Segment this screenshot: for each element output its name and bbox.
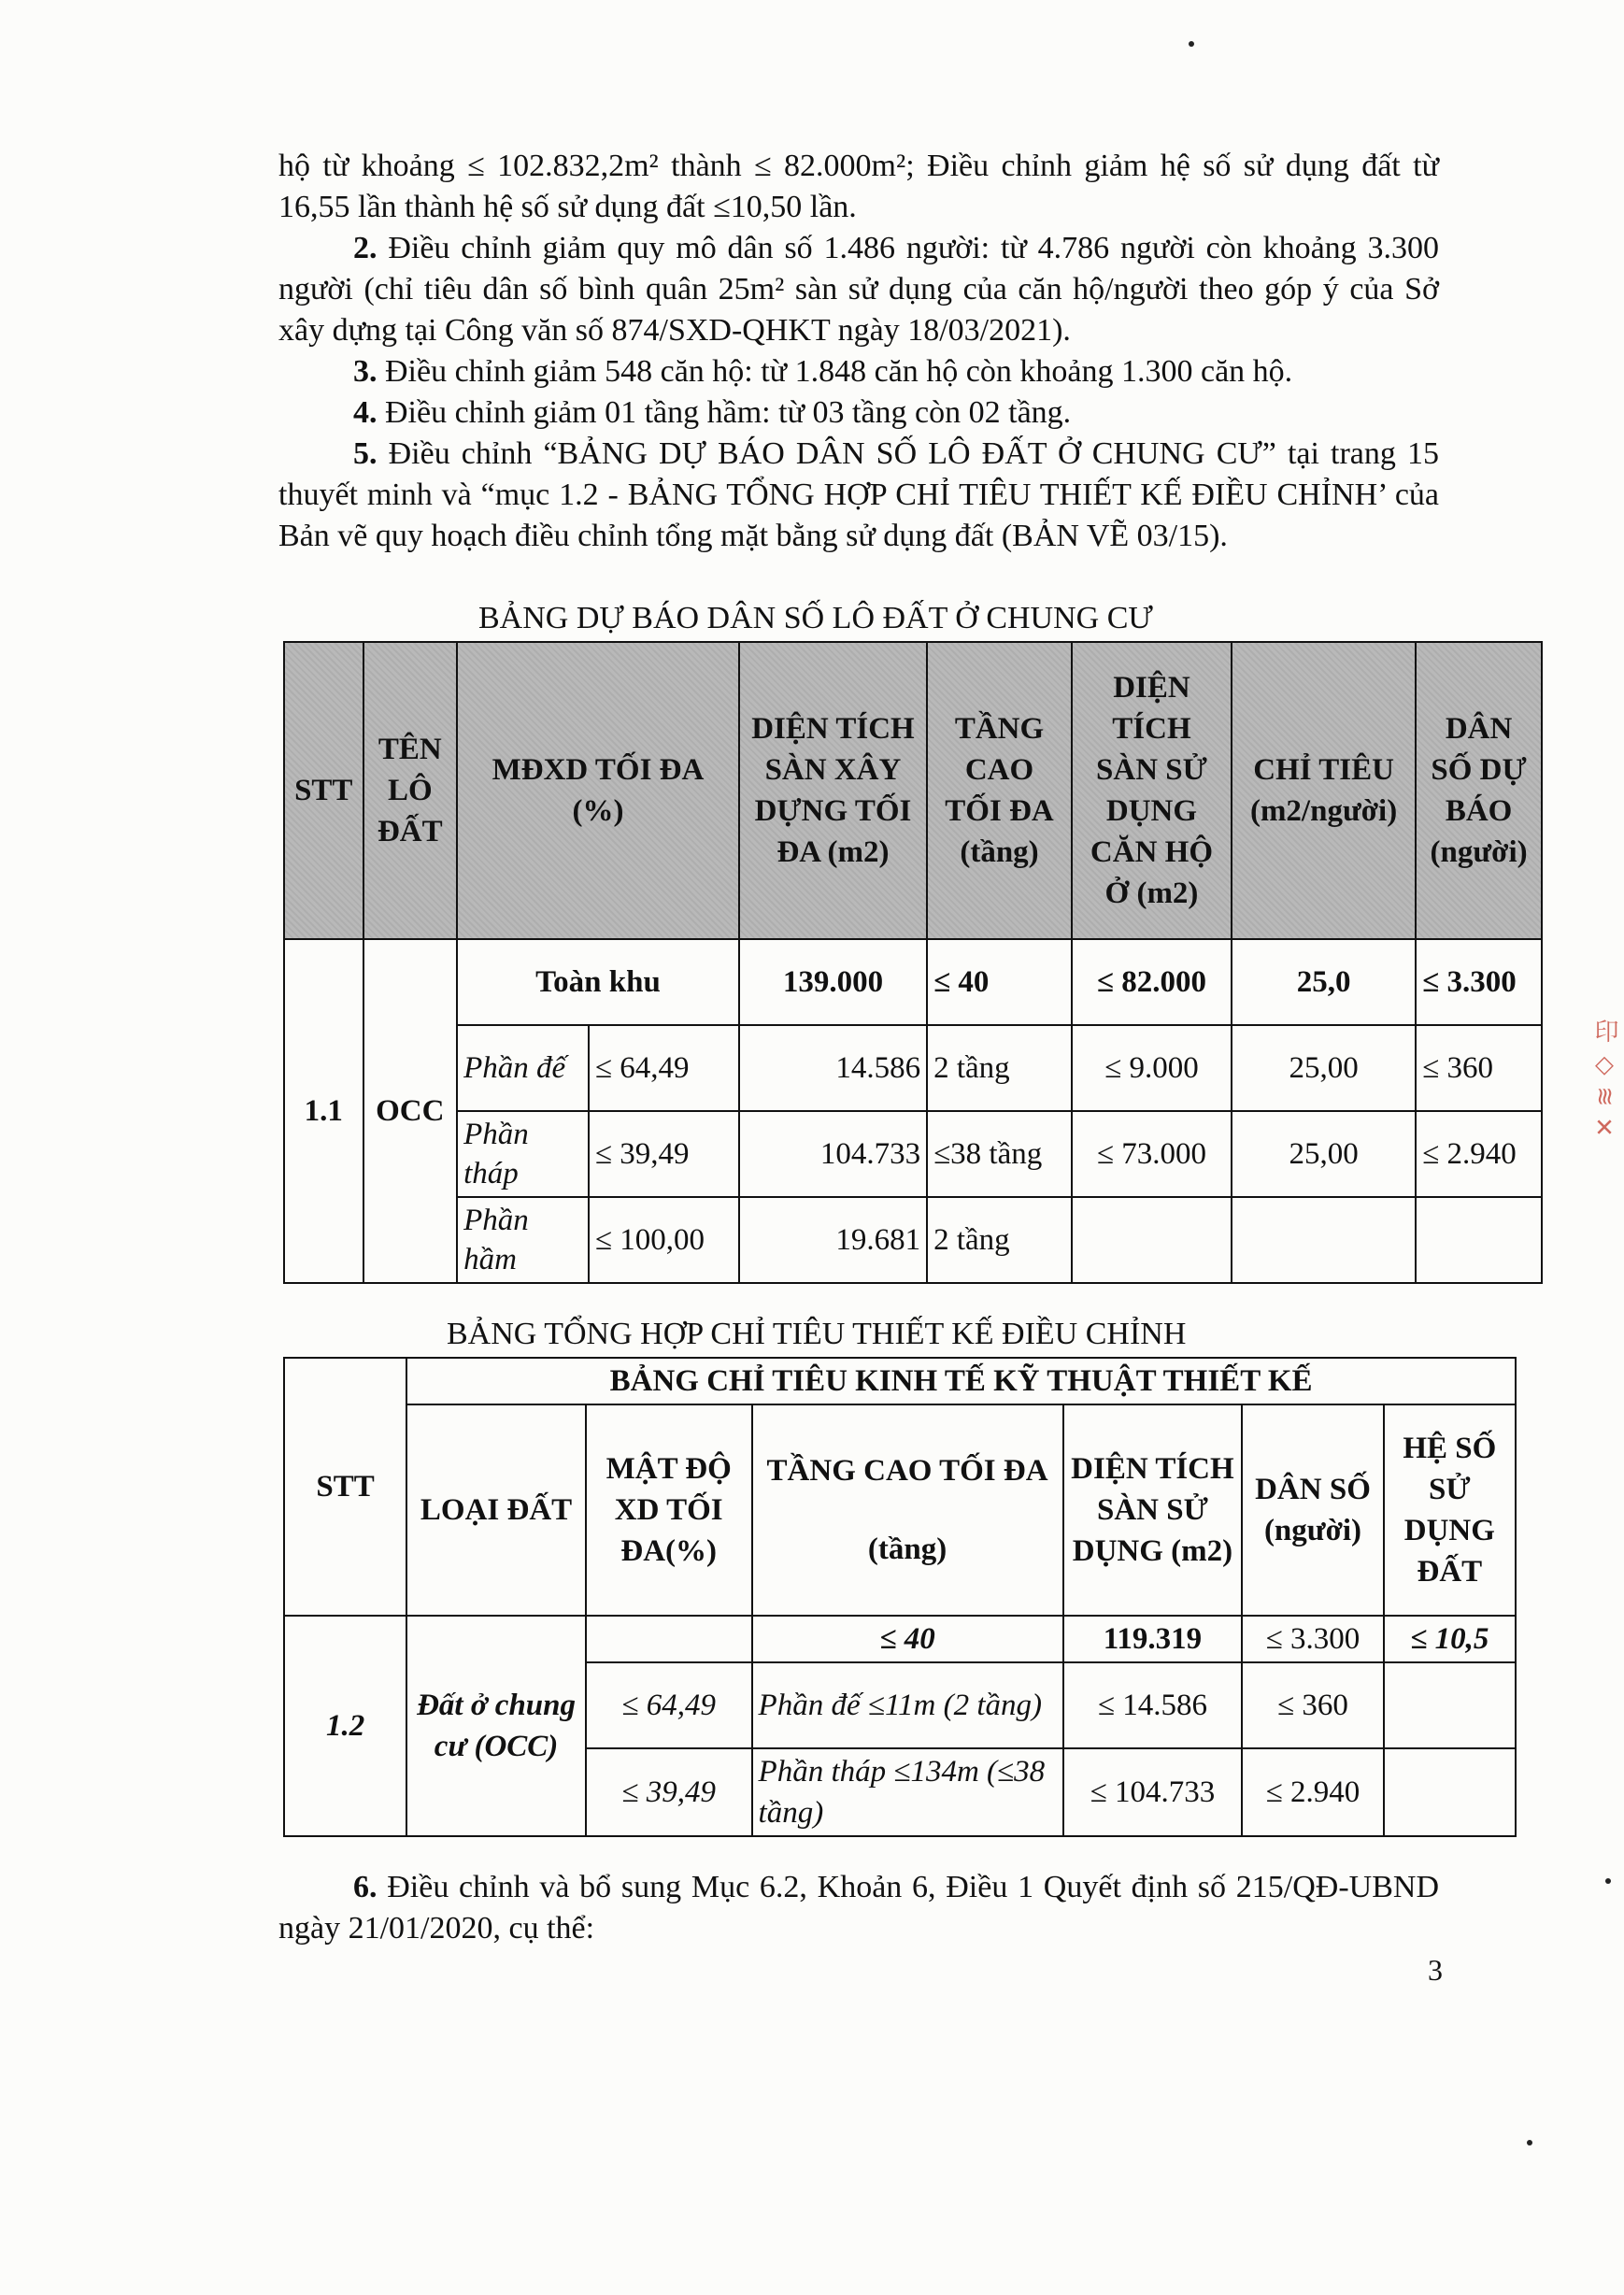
row-far <box>1384 1748 1516 1836</box>
header-population: DÂN SỐ (người) <box>1242 1404 1383 1616</box>
header-ratio: CHỈ TIÊU (m2/người) <box>1232 642 1416 939</box>
population-forecast-table <box>283 641 1543 1284</box>
paragraph-3: 3. Điều chỉnh giảm 548 căn hộ: từ 1.848 căn hộ còn khoảng 1.300 căn hộ. <box>353 354 1293 389</box>
header-usable-area: DIỆN TÍCH SÀN SỬ DỤNG (m2) <box>1063 1404 1243 1616</box>
part-population: ≤ 2.940 <box>1416 1111 1542 1197</box>
table2-group-header-row <box>284 1358 1516 1404</box>
row-usable: ≤ 14.586 <box>1063 1662 1243 1748</box>
paragraph-4: 4. Điều chỉnh giảm 01 tầng hầm: từ 03 tầng còn 02 tầng. <box>353 395 1072 430</box>
row-usable: ≤ 104.733 <box>1063 1748 1243 1836</box>
part-density: ≤ 39,49 <box>589 1111 739 1197</box>
total-far: ≤ 10,5 <box>1384 1616 1516 1662</box>
header-floors: TẦNG CAO TỐI ĐA (tầng) <box>927 642 1072 939</box>
table2-land-type: Đất ở chung cư (OCC) <box>406 1616 586 1836</box>
total-floors: ≤ 40 <box>752 1616 1063 1662</box>
part-name: Phần tháp <box>457 1111 589 1197</box>
row-floors: Phần đế ≤11m (2 tầng) <box>752 1662 1063 1748</box>
header-far: HỆ SỐ SỬ DỤNG ĐẤT <box>1384 1404 1516 1616</box>
total-usable: ≤ 82.000 <box>1072 939 1232 1025</box>
part-ratio: 25,00 <box>1232 1025 1416 1111</box>
table1-caption: BẢNG DỰ BÁO DÂN SỐ LÔ ĐẤT Ở CHUNG CƯ <box>478 601 1153 635</box>
header-density: MẬT ĐỘ XD TỐI ĐA(%) <box>586 1404 752 1616</box>
part-usable: ≤ 9.000 <box>1072 1025 1232 1111</box>
part-population <box>1416 1197 1542 1283</box>
row-far <box>1384 1662 1516 1748</box>
header-floors-unit: (tầng) <box>867 1532 947 1566</box>
total-population: ≤ 3.300 <box>1242 1616 1383 1662</box>
table-row <box>284 1197 1542 1283</box>
table2-total-row <box>284 1616 1516 1662</box>
row-population: ≤ 360 <box>1242 1662 1383 1748</box>
total-population: ≤ 3.300 <box>1416 939 1542 1025</box>
paragraph-6: 6. Điều chỉnh và bổ sung Mục 6.2, Khoản 6, Điều 1 Quyết định số 215/QĐ-UBND ngày 21/01/2020, cụ thể: <box>278 1870 1439 1946</box>
table1-total-row <box>284 939 1542 1025</box>
total-density <box>586 1616 752 1662</box>
part-density: ≤ 64,49 <box>589 1025 739 1111</box>
part-name: Phần hầm <box>457 1197 589 1283</box>
table-row <box>284 1111 1542 1197</box>
design-indicators-table <box>283 1357 1517 1837</box>
table1-header-row <box>284 642 1542 939</box>
total-usable: 119.319 <box>1063 1616 1243 1662</box>
header-floors <box>752 1404 1063 1616</box>
table2-header-row <box>284 1404 1516 1616</box>
table1-lot: OCC <box>363 939 458 1283</box>
header-land-type: LOẠI ĐẤT <box>406 1404 586 1616</box>
table2-stt: 1.2 <box>284 1616 406 1836</box>
part-density: ≤ 100,00 <box>589 1197 739 1283</box>
header-lot-name: TÊN LÔ ĐẤT <box>363 642 458 939</box>
header-floors-label: TẦNG CAO TỐI ĐA <box>766 1454 1048 1488</box>
paragraph-2: 2. Điều chỉnh giảm quy mô dân số 1.486 người: từ 4.786 người còn khoảng 3.300 người (chỉ tiêu dân số bình quân 25m² sàn sử dụng của căn hộ/người theo góp ý của Sở xây dựng tại Công văn số 874/SXD-QHKT ngày 18/03/2021). <box>278 231 1439 348</box>
part-area: 19.681 <box>739 1197 927 1283</box>
total-label: Toàn khu <box>457 939 739 1025</box>
scan-speck <box>1527 2140 1532 2145</box>
header-population: DÂN SỐ DỰ BÁO (người) <box>1416 642 1542 939</box>
header-stt: STT <box>284 642 363 939</box>
part-ratio <box>1232 1197 1416 1283</box>
row-population: ≤ 2.940 <box>1242 1748 1383 1836</box>
part-usable <box>1072 1197 1232 1283</box>
row-floors: Phần tháp ≤134m (≤38 tầng) <box>752 1748 1063 1836</box>
scan-speck <box>1605 1878 1611 1884</box>
table2-caption: BẢNG TỔNG HỢP CHỈ TIÊU THIẾT KẾ ĐIỀU CHỈNH <box>447 1317 1187 1351</box>
header-density: MĐXD TỐI ĐA (%) <box>457 642 739 939</box>
part-floors: 2 tầng <box>927 1197 1072 1283</box>
row-density: ≤ 64,49 <box>586 1662 752 1748</box>
part-ratio: 25,00 <box>1232 1111 1416 1197</box>
red-stamp-mark: 印 ◇ ≋ ✕ <box>1590 1019 1618 1143</box>
group-header: BẢNG CHỈ TIÊU KINH TẾ KỸ THUẬT THIẾT KẾ <box>406 1358 1516 1404</box>
part-usable: ≤ 73.000 <box>1072 1111 1232 1197</box>
header-stt: STT <box>284 1358 406 1616</box>
part-area: 104.733 <box>739 1111 927 1197</box>
part-population: ≤ 360 <box>1416 1025 1542 1111</box>
table-row <box>284 1025 1542 1111</box>
part-area: 14.586 <box>739 1025 927 1111</box>
page-number: 3 <box>1428 1953 1443 1987</box>
scan-speck <box>1189 41 1194 47</box>
part-floors: 2 tầng <box>927 1025 1072 1111</box>
total-area: 139.000 <box>739 939 927 1025</box>
total-ratio: 25,0 <box>1232 939 1416 1025</box>
header-usable-area: DIỆN TÍCH SÀN SỬ DỤNG CĂN HỘ Ở (m2) <box>1072 642 1232 939</box>
part-floors: ≤38 tầng <box>927 1111 1072 1197</box>
paragraph-intro: hộ từ khoảng ≤ 102.832,2m² thành ≤ 82.000m²; Điều chỉnh giảm hệ số sử dụng đất từ 16,55 lần thành hệ số sử dụng đất ≤10,50 lần. <box>278 149 1439 224</box>
total-floors: ≤ 40 <box>927 939 1072 1025</box>
header-construction-area: DIỆN TÍCH SÀN XÂY DỰNG TỐI ĐA (m2) <box>739 642 927 939</box>
part-name: Phần đế <box>457 1025 589 1111</box>
paragraph-5: 5. Điều chỉnh “BẢNG DỰ BÁO DÂN SỐ LÔ ĐẤT Ở CHUNG CƯ” tại trang 15 thuyết minh và “mục 1.2 - BẢNG TỔNG HỢP CHỈ TIÊU THIẾT KẾ ĐIỀU CHỈNH’ của Bản vẽ quy hoạch điều chỉnh tổng mặt bằng sử dụng đất (BẢN VẼ 03/15). <box>278 436 1439 553</box>
table1-stt: 1.1 <box>284 939 363 1283</box>
row-density: ≤ 39,49 <box>586 1748 752 1836</box>
